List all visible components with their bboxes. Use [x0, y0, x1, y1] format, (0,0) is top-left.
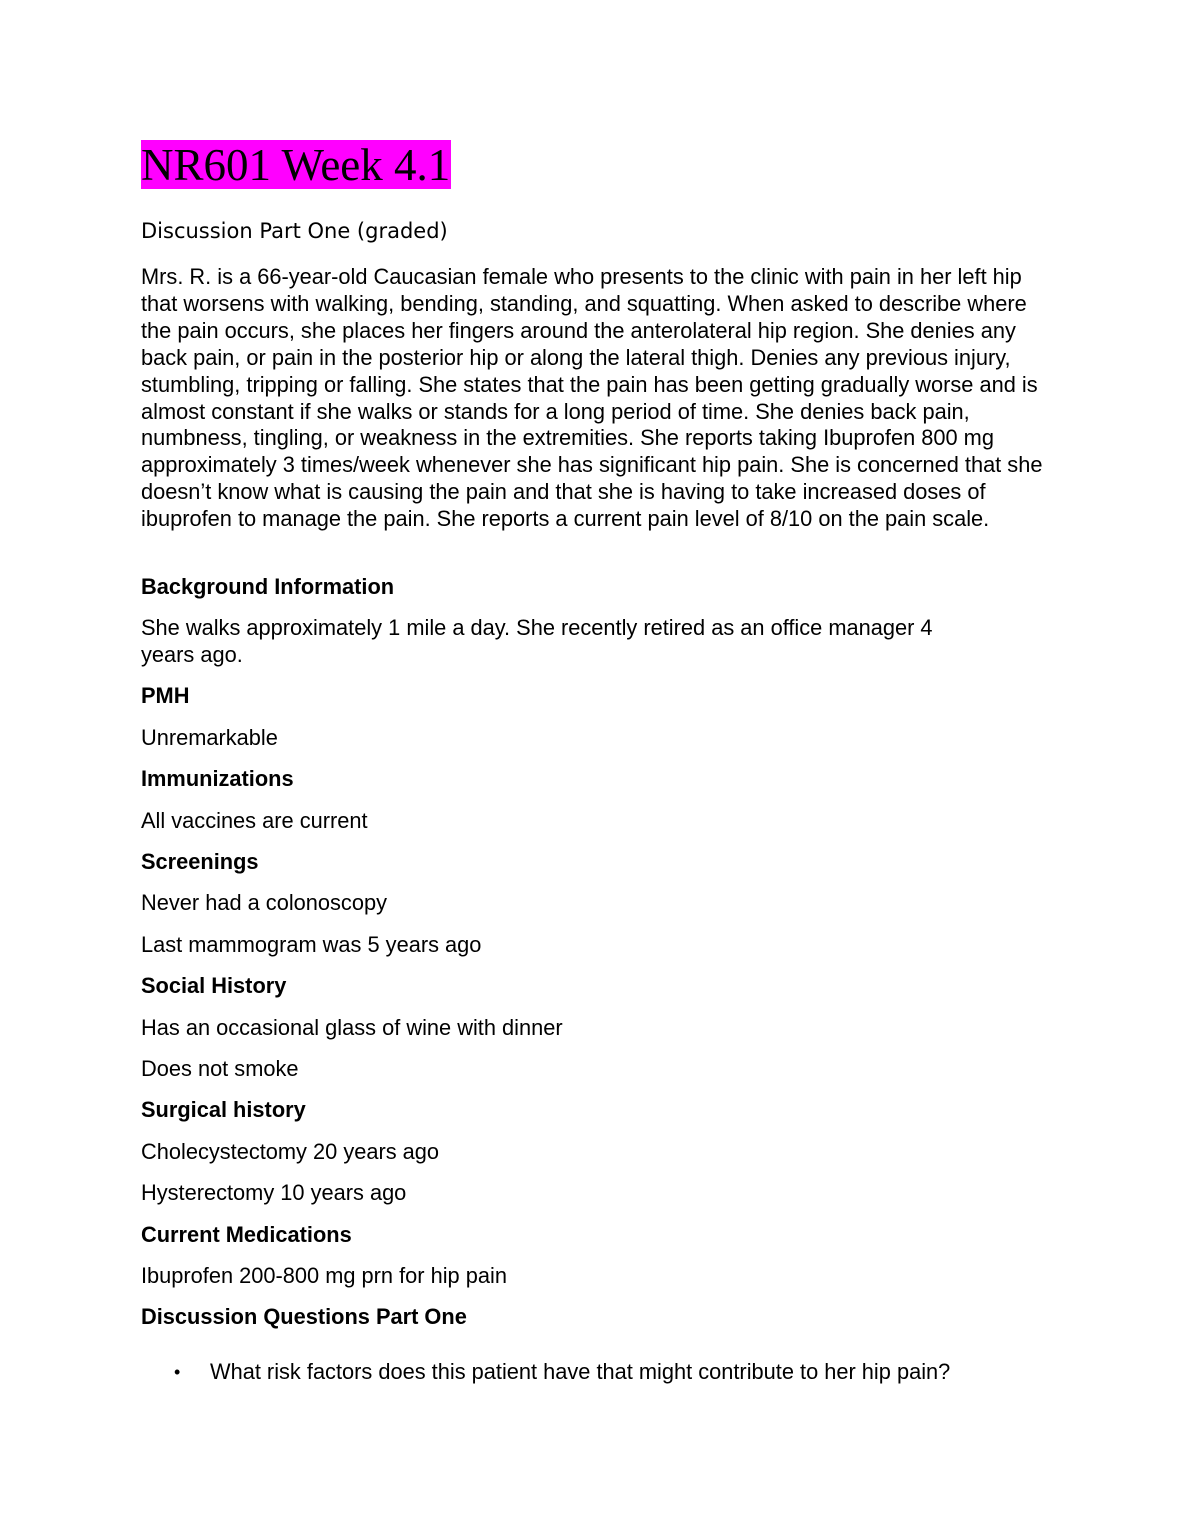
document-subtitle: Discussion Part One (graded) [141, 219, 448, 243]
background-text-line-2: years ago. [141, 642, 243, 667]
current-medications-heading: Current Medications [141, 1222, 352, 1247]
surgical-history-item: Cholecystectomy 20 years ago [141, 1139, 440, 1164]
case-intro-paragraph: Mrs. R. is a 66-year-old Caucasian female who presents to the clinic with pain in her left hip that worsens with walking, bending, standing, and squatting. When asked to describe where the pain occurs, she places her fingers around the anterolateral hip region. She denies any back pain, or pain in the posterior hip or along the lateral thigh. Denies any previous injury, stumbling, tripping or falling. She states that the pain has been getting gradually worse and is almost constant if she walks or stands for a long period of time. She denies back pain, numbness, tingling, or weakness in the extremities. She reports taking Ibuprofen 800 mg approximately 3 times/week whenever she has significant hip pain. She is concerned that she doesn’t know what is causing the pain and that she is having to take increased doses of ibuprofen to manage the pain. She reports a current pain level of 8/10 on the pain scale. [141, 264, 1043, 532]
screenings-item: Never had a colonoscopy [141, 890, 387, 915]
current-medications-value: Ibuprofen 200-800 mg prn for hip pain [141, 1263, 507, 1288]
pmh-heading: PMH [141, 683, 190, 708]
screenings-item: Last mammogram was 5 years ago [141, 932, 482, 957]
pmh-value: Unremarkable [141, 725, 278, 750]
social-history-item: Has an occasional glass of wine with dinner [141, 1015, 563, 1040]
immunizations-value: All vaccines are current [141, 808, 368, 833]
document-title: NR601 Week 4.1 [141, 140, 451, 190]
background-text-line-1: She walks approximately 1 mile a day. She recently retired as an office manager 4 [141, 615, 933, 640]
surgical-history-heading: Surgical history [141, 1097, 306, 1122]
bullet-icon: • [174, 1362, 181, 1382]
background-heading: Background Information [141, 574, 395, 599]
surgical-history-item: Hysterectomy 10 years ago [141, 1180, 407, 1205]
social-history-item: Does not smoke [141, 1056, 299, 1081]
screenings-heading: Screenings [141, 849, 259, 874]
immunizations-heading: Immunizations [141, 766, 294, 791]
social-history-heading: Social History [141, 973, 287, 998]
discussion-question-text: What risk factors does this patient have that might contribute to her hip pain? [210, 1359, 951, 1384]
discussion-questions-heading: Discussion Questions Part One [141, 1304, 467, 1329]
